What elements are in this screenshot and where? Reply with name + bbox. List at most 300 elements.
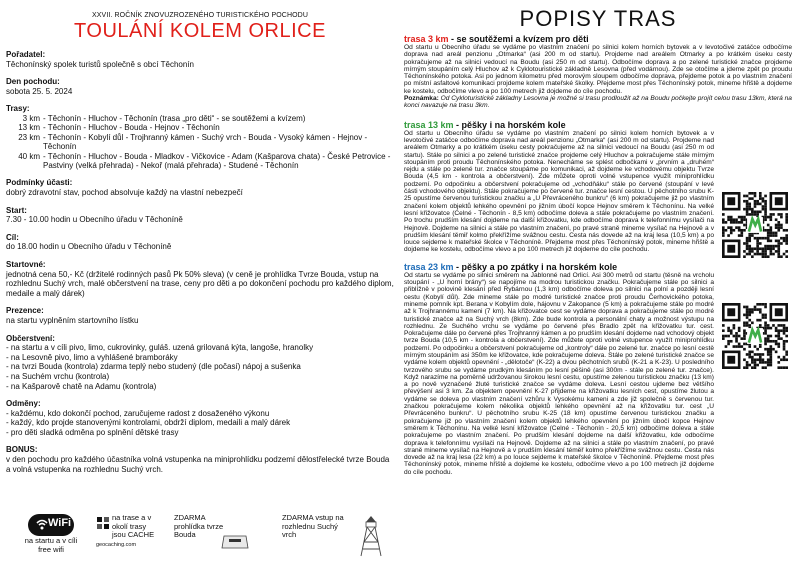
qr-module xyxy=(772,232,775,235)
qr-module xyxy=(764,329,767,332)
qr-module xyxy=(746,321,749,324)
qr-module xyxy=(746,213,749,216)
qr-module xyxy=(756,253,759,256)
qr-module xyxy=(743,337,746,340)
organizer-heading: Pořadatel: xyxy=(6,50,46,59)
qr-module xyxy=(777,356,780,359)
qr-module xyxy=(754,353,757,356)
qr-module xyxy=(780,337,783,340)
qr-module xyxy=(748,364,751,367)
start-text: 7.30 - 10.00 hodin u Obecního úřadu v Těchoníně xyxy=(6,215,183,225)
qr-module xyxy=(722,324,725,327)
qr-module xyxy=(748,311,751,314)
qr-module xyxy=(767,245,770,248)
qr-module xyxy=(785,216,788,219)
qr-module xyxy=(759,308,762,311)
qr-module xyxy=(764,303,767,306)
bonus-section xyxy=(6,445,394,474)
qr-module xyxy=(727,327,730,330)
date-text: sobota 25. 5. 2024 xyxy=(6,86,73,96)
qr-module xyxy=(754,195,757,198)
qr-module xyxy=(759,253,762,256)
qr-module xyxy=(754,253,757,256)
qr-module xyxy=(740,221,743,224)
wifi-block xyxy=(22,514,80,554)
qr-module xyxy=(740,345,743,348)
qr-module xyxy=(767,353,770,356)
qr-module xyxy=(780,255,783,258)
qr-module xyxy=(764,218,767,221)
qr-module xyxy=(748,213,751,216)
qr-module xyxy=(777,247,780,250)
qr-module xyxy=(783,366,786,369)
qr-module xyxy=(725,345,728,348)
qr-module xyxy=(775,329,778,332)
qr-module xyxy=(746,242,749,245)
qr-finder xyxy=(775,197,783,205)
qr-module xyxy=(743,324,746,327)
qr-module xyxy=(770,216,773,219)
qr-module xyxy=(743,306,746,309)
qr-module xyxy=(780,324,783,327)
qr-module xyxy=(738,343,741,346)
route-13km-heading xyxy=(404,120,792,130)
qr-module xyxy=(762,314,765,317)
qr-module xyxy=(764,306,767,309)
qr-module xyxy=(764,208,767,211)
qr-module xyxy=(764,237,767,240)
qr-module xyxy=(785,218,788,221)
qr-module xyxy=(762,366,765,369)
qr-module xyxy=(775,245,778,248)
qr-module xyxy=(764,195,767,198)
list-item: - na Kašparově chatě na Adamu (kontrola) xyxy=(6,381,157,391)
qr-module xyxy=(780,358,783,361)
qr-module xyxy=(775,218,778,221)
qr-module xyxy=(783,348,786,351)
qr-module xyxy=(727,329,730,332)
qr-module xyxy=(743,195,746,198)
qr-module xyxy=(740,232,743,235)
qr-module xyxy=(746,314,749,317)
qr-module xyxy=(764,316,767,319)
qr-module xyxy=(777,361,780,364)
finish-text: do 18.00 hodin u Obecního úřadu v Těchoníně xyxy=(6,242,172,252)
qr-module xyxy=(722,218,725,221)
qr-module xyxy=(780,329,783,332)
route-3km-heading xyxy=(404,34,792,44)
qr-module xyxy=(722,232,725,235)
qr-module xyxy=(748,240,751,243)
qr-module xyxy=(777,253,780,256)
qr-module xyxy=(783,324,786,327)
fee-heading: Startovné: xyxy=(6,259,46,269)
qr-module xyxy=(777,250,780,253)
qr-module xyxy=(785,234,788,237)
qr-module xyxy=(785,327,788,330)
qr-module xyxy=(762,303,765,306)
qr-module xyxy=(759,247,762,250)
route-3km-subtitle: - se soutěžemi a kvízem pro děti xyxy=(448,34,589,44)
qr-module xyxy=(743,366,746,369)
note-text: Od Cykloturistické základny Lesovna je možné si trasu prodloužit až na Boudu počkejte projít celou trasu 13km, která na konci navazuje na trasu 3km. xyxy=(404,95,792,110)
qr-module xyxy=(785,353,788,356)
qr-module xyxy=(764,213,767,216)
qr-module xyxy=(762,316,765,319)
qr-module xyxy=(751,356,754,359)
qr-finder xyxy=(727,245,735,253)
qr-module xyxy=(783,229,786,232)
presence-text: na startu vyplněním startovního lístku xyxy=(6,315,139,325)
qr-module xyxy=(785,229,788,232)
qr-module xyxy=(759,237,762,240)
start-heading: Start: xyxy=(6,205,27,215)
qr-module xyxy=(743,343,746,346)
qr-module xyxy=(743,216,746,219)
qr-module xyxy=(770,247,773,250)
qr-module xyxy=(738,345,741,348)
qr-module xyxy=(751,250,754,253)
qr-module xyxy=(777,255,780,258)
qr-module xyxy=(777,242,780,245)
qr-module xyxy=(748,234,751,237)
qr-module xyxy=(762,208,765,211)
qr-module xyxy=(775,335,778,338)
descriptions-title: POPISY TRAS xyxy=(519,6,677,31)
qr-module xyxy=(764,247,767,250)
qr-module xyxy=(764,361,767,364)
list-item: - na Suchém vrchu (kontrola) xyxy=(6,371,110,381)
qr-module xyxy=(748,314,751,317)
qr-module xyxy=(751,208,754,211)
route-23km-subtitle: - pěšky a po zpátky i na horském kole xyxy=(453,261,618,272)
qr-module xyxy=(767,247,770,250)
qr-module xyxy=(770,213,773,216)
qr-module xyxy=(735,221,738,224)
qr-module xyxy=(777,221,780,224)
qr-module xyxy=(785,329,788,332)
qr-module xyxy=(738,226,741,229)
qr-module xyxy=(751,366,754,369)
qr-module xyxy=(733,218,736,221)
edition-line: XXVII. ROČNÍK ZNOVUZROZENÉHO TURISTICKÉHO POCHODU xyxy=(92,12,308,19)
bunker-icon xyxy=(220,528,250,550)
date-section xyxy=(6,77,394,96)
qr-module xyxy=(785,366,788,369)
qr-module xyxy=(727,335,730,338)
qr-module xyxy=(748,356,751,359)
qr-module xyxy=(754,306,757,309)
rewards-section xyxy=(6,399,394,437)
qr-module xyxy=(783,240,786,243)
qr-module xyxy=(777,229,780,232)
qr-module xyxy=(785,221,788,224)
qr-code-23km[interactable] xyxy=(722,303,788,369)
qr-module xyxy=(751,321,754,324)
qr-module xyxy=(756,303,759,306)
qr-module xyxy=(770,229,773,232)
qr-module xyxy=(756,210,759,213)
qr-module xyxy=(751,234,754,237)
qr-module xyxy=(746,353,749,356)
qr-module xyxy=(767,348,770,351)
qr-module xyxy=(783,253,786,256)
qr-module xyxy=(748,250,751,253)
qr-module xyxy=(767,255,770,258)
qr-module xyxy=(775,250,778,253)
qr-code-13km[interactable] xyxy=(722,192,788,258)
qr-module xyxy=(738,327,741,330)
qr-module xyxy=(775,343,778,346)
qr-module xyxy=(740,234,743,237)
qr-finder xyxy=(727,197,735,205)
qr-module xyxy=(762,353,765,356)
qr-module xyxy=(751,197,754,200)
qr-module xyxy=(748,205,751,208)
qr-module xyxy=(743,348,746,351)
list-item: - na tvrzi Bouda (kontrola) zdarma teplý nebo studený (dle počasí) nápoj a sušenka xyxy=(6,362,301,372)
list-item: - pro děti sladká odměna po splnění dětské trasy xyxy=(6,427,179,437)
wifi-label: WiFi xyxy=(48,517,72,529)
wifi-caption: na startu a v cíli free wifi xyxy=(24,536,78,554)
qr-module xyxy=(783,340,786,343)
qr-module xyxy=(777,332,780,335)
qr-module xyxy=(762,358,765,361)
qr-module xyxy=(746,237,749,240)
qr-module xyxy=(764,200,767,203)
qr-module xyxy=(767,240,770,243)
qr-module xyxy=(754,247,757,250)
qr-module xyxy=(748,319,751,322)
qr-module xyxy=(748,308,751,311)
qr-module xyxy=(725,229,728,232)
qr-module xyxy=(756,353,759,356)
qr-module xyxy=(735,337,738,340)
qr-module xyxy=(743,229,746,232)
qr-module xyxy=(756,250,759,253)
qr-module xyxy=(754,358,757,361)
qr-module xyxy=(772,340,775,343)
qr-module xyxy=(727,216,730,219)
qr-module xyxy=(785,351,788,354)
qr-module xyxy=(748,237,751,240)
refreshment-section xyxy=(6,334,394,392)
qr-module xyxy=(733,345,736,348)
qr-module xyxy=(738,234,741,237)
finish-section xyxy=(6,233,394,252)
qr-module xyxy=(775,234,778,237)
route-km: 40 km xyxy=(18,151,40,161)
bouda-block xyxy=(174,514,254,540)
qr-module xyxy=(743,242,746,245)
fee-section xyxy=(6,260,394,298)
qr-module xyxy=(740,216,743,219)
qr-module xyxy=(756,364,759,367)
start-section xyxy=(6,206,394,225)
qr-module xyxy=(770,232,773,235)
qr-module xyxy=(759,358,762,361)
qr-module xyxy=(727,234,730,237)
qr-module xyxy=(754,203,757,206)
qr-module xyxy=(748,197,751,200)
qr-module xyxy=(772,324,775,327)
qr-module xyxy=(764,229,767,232)
qr-module xyxy=(759,324,762,327)
qr-module xyxy=(780,237,783,240)
qr-module xyxy=(767,340,770,343)
qr-module xyxy=(785,250,788,253)
fee-text: jednotná cena 50,- Kč (držitelé rodinných pasů Pk 50% sleva) (v ceně je prohlídka Tvrze Bouda, vstup na rozhlednu Suchý vrch, malé občerstvení na trase, ceny pro děti a po dokončení pochodu pro každého diplom, medaile a malý dárek) xyxy=(6,269,394,298)
qr-module xyxy=(730,232,733,235)
bouda-text: ZDARMA prohlídka tvrze Bouda xyxy=(174,513,224,540)
organizer-section xyxy=(6,50,394,69)
qr-module xyxy=(770,245,773,248)
route-23km-text: Od startu se vydáme po silnici směrem na Jablonné nad Orlicí. Asi 300 metrů od startu (těsně na vrcholu stoupání - „U horní brány“) se napojíme na modrou turistickou značku. Pokračujeme stále po silnici a přiblížně v polovině klesání před Rybárnou (1,3 km) odbočíme doleva po silnici na polní a později lesní cestu (Kobylí důl). Zde mineme stále po modré turistické značce proti proudu Čerhovického potoka, mineme pomník kpt. Berana v Kobylím dole, hájovnu v Zakopance (5 km) a pokračujeme stále po modré až k Trojhrannému kameni (7 km). Na křižovatce cest se vydáme doprava a pokračujeme stále po modré turistické značce až na Suchý vrch (8km). Zde bude kontrola a personální chaty a možnost výstupu na rozhlednu. Ze Suchého vrchu se vydáme po červené přes Bradlo zpět na křižovatku tur. cest. Pokračujeme dále po červené přes Trojhranný kámen a po prudším klesání dojdeme nad vchodový objekt tvrze Bouda (10,5 km - kontrola a občerstvení). Zde můžete oproti volné vstupence využít miniprohlídku podzemí. Po odpočinku a občerstvení pokračujeme od „kontroly“ dále po zelené tur. značce po lesní cestě mírným stoupáním asi 350m ke křižovatce, kde pokračujeme doleva. Stále po zelené turistické značce se vydáme kolem objektů opevnění - „dělotoče“ (K-22) a dvou pěchotních srubů (K-21 a K-23). U posledního tvrzového srubu se vydáme prudkým klesáním po lesní pěšině (asi 300m - stále po zelené tur. značce). Když narazíme na poměrně udržovanou širokou lesní cestu, opustíme zelenou turistickou značku (13 km) a po nově vyznačené žluté turistické značce se vydáme doleva. Lesní cestou ujdeme bez většího převýšení asi 3 km. Za objektem opevnění K-27 přijdeme na křižovatku lesních cest, opustíme žlutou a vydáme se doleva po vlastním značení vzhůru k Vysokému kameni a zde již společně s červenou tur. značkou pokračujeme kolem několika objektů lehkého opevnění až na křižovatku tur. cest „U Převráceného bunkru“. U pěchotního srubu K-25 (18 km) opustíme červenou turistickou značku a pokračujeme již po vlastním značení kolem objektů lehkého opevnění po jižním úbočí kopce Hejnov směrem k Těchonínu. Na velké lesní křižovatce (Celné - Těchonín - 20,5 km) odbočíme doleva a stále pokračujeme po vlastním značení. Po prudším klesání dojdeme na další křižovatku, kde odbočíme doprava k telefonnímu vysílači na Hejnově. Dojdeme až na silnici a stále po vlastním značení, po pravé straně mineme vysílač na Hejnově a v prudším klesání téměř kolmo překřížíme svážnou cestu. Cesta nás dovede až na kraj lesa (22 km) a po louce sejdeme k mateřské školce v Těchoníně. Přejdeme most přes Těchonínský potok, mineme hřiště a dojdeme ke kostelu, odbočíme vlevo a po 100 metrech již dojdeme do cíle pochodu. xyxy=(404,271,714,476)
list-item: - každému, kdo dokončí pochod, zaručujeme radost z dosaženého výkonu xyxy=(6,408,270,418)
route-13km-name: trasa 13 km xyxy=(404,119,454,130)
qr-module xyxy=(777,329,780,332)
qr-module xyxy=(730,226,733,229)
qr-module xyxy=(748,345,751,348)
conditions-text: dobrý zdravotní stav, pochod absolvuje každý na vlastní nebezpečí xyxy=(6,188,243,197)
qr-module xyxy=(743,314,746,317)
qr-module xyxy=(735,345,738,348)
qr-module xyxy=(748,353,751,356)
qr-module xyxy=(759,197,762,200)
route-23km-name: trasa 23 km xyxy=(404,261,454,272)
qr-module xyxy=(770,253,773,256)
qr-module xyxy=(777,337,780,340)
qr-module xyxy=(783,343,786,346)
qr-module xyxy=(722,234,725,237)
qr-module xyxy=(770,364,773,367)
qr-module xyxy=(740,218,743,221)
route-3km-text: Od startu u Obecního úřadu se vydáme po vlastním značení po silnici kolem horních bytovek a v levotočivé zatáčce odbočíme doprava nad areál penzionu „Otmarka“ (asi 200 m od startu). Projdeme nad areálem Otmarky a po krátkém úseku cesty pokračujeme až na silnici vedoucí na Boudu (asi 250 m od startu). Odbočíme doprava a po zelené turistické značce projdeme mírným stoupáním celý Hluchov až k Cyklotouristické základně Lesovna (před vodárnou). Zde se otočíme a jdeme zpět po proudu Těchonínského potoka. Asi po jednom kilometru před morovým sloupem odbočíme doprava, přejdeme potok a po vlastním značení po místní asfaltové komunikaci projdeme kolem mateřské školky. Přejdeme most přes Těchonínský potok, mineme hřiště a dojdeme ke kostelu, odbočíme vlevo a po 100 metrech již dojdeme do cíle pochodu. xyxy=(404,44,792,95)
routes-heading: Trasy: xyxy=(6,104,30,114)
qr-module xyxy=(756,319,759,322)
qr-module xyxy=(767,324,770,327)
qr-module xyxy=(748,253,751,256)
qr-module xyxy=(764,205,767,208)
qr-module xyxy=(738,335,741,338)
route-3km-note xyxy=(404,95,792,110)
tower-text: ZDARMA vstup na rozhlednu Suchý vrch xyxy=(282,513,344,540)
qr-module xyxy=(746,205,749,208)
qr-module xyxy=(764,348,767,351)
qr-module xyxy=(770,345,773,348)
qr-module xyxy=(748,208,751,211)
qr-module xyxy=(733,324,736,327)
qr-module xyxy=(746,240,749,243)
qr-module xyxy=(762,361,765,364)
qr-module xyxy=(777,345,780,348)
qr-module xyxy=(772,348,775,351)
qr-module xyxy=(775,226,778,229)
qr-module xyxy=(759,345,762,348)
qr-module xyxy=(767,327,770,330)
qr-module xyxy=(770,240,773,243)
qr-module xyxy=(730,340,733,343)
qr-module xyxy=(775,224,778,227)
bonus-icons-row xyxy=(6,512,394,562)
qr-module xyxy=(780,242,783,245)
conditions-section xyxy=(6,178,394,197)
qr-finder xyxy=(775,308,783,316)
presence-section xyxy=(6,306,394,325)
route-km: 23 km xyxy=(18,132,40,142)
note-heading: Poznámka: xyxy=(404,95,439,103)
qr-module xyxy=(740,337,743,340)
qr-module xyxy=(770,348,773,351)
qr-module xyxy=(751,361,754,364)
route-text: - Těchonín - Hluchov - Bouda - Mladkov - Vičkovice - Adam (Kašparova chata) - České Petrovice - Pastviny (velká přehrada) - Nekoř (malá přehrada) - Studené - Těchonín xyxy=(43,151,391,170)
lookout-tower-icon xyxy=(358,514,384,558)
qr-module xyxy=(754,192,757,195)
finish-heading: Cíl: xyxy=(6,232,19,242)
qr-module xyxy=(780,226,783,229)
qr-module xyxy=(743,321,746,324)
qr-module xyxy=(756,242,759,245)
qr-module xyxy=(767,351,770,354)
qr-module xyxy=(770,358,773,361)
qr-module xyxy=(722,221,725,224)
qr-module xyxy=(738,329,741,332)
qr-module xyxy=(772,213,775,216)
qr-module xyxy=(746,195,749,198)
qr-module xyxy=(772,245,775,248)
qr-module xyxy=(727,218,730,221)
qr-module xyxy=(748,245,751,248)
qr-module xyxy=(746,245,749,248)
qr-module xyxy=(754,213,757,216)
qr-module xyxy=(764,343,767,346)
routes-description-column xyxy=(404,0,792,563)
list-item: - na Lesovně pivo, limo a vyhlášené bramboráky xyxy=(6,352,178,362)
qr-module xyxy=(751,255,754,258)
qr-module xyxy=(730,218,733,221)
route-3km-name: trasa 3 km xyxy=(404,34,449,44)
qr-module xyxy=(772,253,775,256)
qr-module xyxy=(746,324,749,327)
qr-module xyxy=(746,306,749,309)
qr-module xyxy=(759,311,762,314)
qr-module xyxy=(733,335,736,338)
qr-module xyxy=(770,335,773,338)
qr-module xyxy=(738,221,741,224)
qr-module xyxy=(725,335,728,338)
qr-module xyxy=(764,210,767,213)
qr-module xyxy=(785,237,788,240)
qr-module xyxy=(767,358,770,361)
qr-module xyxy=(777,335,780,338)
route-text: - Těchonín - Hluchov - Těchonín (trasa „pro děti“ - se soutěžemi a kvízem) xyxy=(43,113,306,123)
qr-module xyxy=(725,221,728,224)
qr-module xyxy=(759,361,762,364)
route-km: 3 km xyxy=(22,113,40,123)
qr-module xyxy=(722,229,725,232)
qr-module xyxy=(759,353,762,356)
qr-module xyxy=(730,216,733,219)
qr-module xyxy=(770,353,773,356)
qr-module xyxy=(733,327,736,330)
qr-module xyxy=(762,253,765,256)
qr-module xyxy=(770,250,773,253)
qr-module xyxy=(770,218,773,221)
qr-module xyxy=(767,216,770,219)
qr-module xyxy=(746,210,749,213)
qr-module xyxy=(783,327,786,330)
qr-module xyxy=(762,247,765,250)
